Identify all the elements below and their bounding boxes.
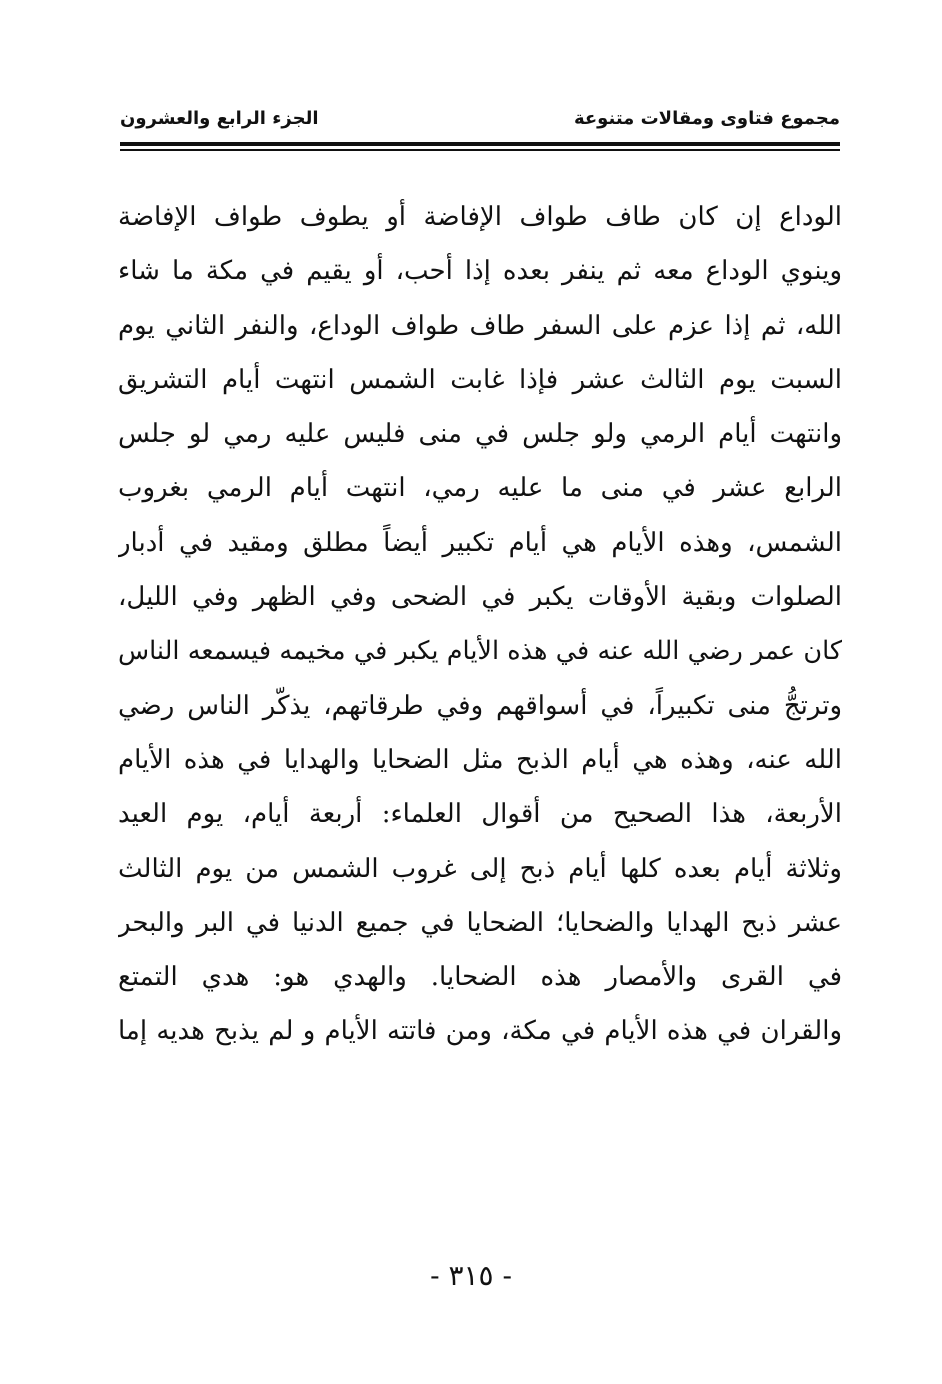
body-text <box>118 190 842 1059</box>
text-line: وينوي الوداع معه ثم ينفر بعده إذا أحب، أو يقيم في مكة ما شاء <box>118 256 842 287</box>
text-line: الوداع إن كان طاف طواف الإفاضة أو يطوف طواف الإفاضة <box>118 202 842 232</box>
text-line: الأربعة، هذا الصحيح من أقوال العلماء: أربعة أيام، يوم العيد <box>118 799 842 830</box>
text-line: الله عنه، وهذه هي أيام الذبح مثل الضحايا والهدايا في هذه الأيام <box>118 744 842 775</box>
volume-label: الجزء الرابع والعشرون <box>120 108 319 129</box>
header-rule-thin <box>120 149 840 151</box>
text-line: السبت يوم الثالث عشر فإذا غابت الشمس انتهت أيام التشريق <box>118 364 842 395</box>
text-line: وانتهت أيام الرمي ولو جلس في منى فليس عليه رمي لو جلس <box>118 419 842 450</box>
text-line: والقران في هذه الأيام في مكة، ومن فاتته الأيام و لم يذبح هديه إما <box>118 1016 842 1047</box>
text-line: الله، ثم إذا عزم على السفر طاف طواف الوداع، والنفر الثاني يوم <box>118 310 842 341</box>
running-header <box>120 104 840 140</box>
text-line: في القرى والأمصار هذه الضحايا. والهدي هو: هدي التمتع <box>118 962 842 993</box>
text-line: عشر ذبح الهدايا والضحايا؛ الضحايا في جميع الدنيا في البر والبحر <box>118 907 842 938</box>
page-number: - ٣١٥ - <box>430 1259 512 1292</box>
header-rule-thick <box>120 142 840 146</box>
text-line: الشمس، وهذه الأيام هي أيام تكبير أيضاً مطلق ومقيد في أدبار <box>118 527 842 558</box>
text-line: كان عمر رضي الله عنه في هذه الأيام يكبر في مخيمه فيسمعه الناس <box>118 636 842 667</box>
text-line: وترتجُّ منى تكبيراً، في أسواقهم وفي طرقاتهم، يذكّر الناس رضي <box>118 690 842 721</box>
text-line: الصلوات وبقية الأوقات يكبر في الضحى وفي الظهر وفي الليل، <box>118 582 842 613</box>
book-title: مجموع فتاوى ومقالات متنوعة <box>573 108 840 129</box>
text-line: وثلاثة أيام بعده كلها أيام ذبح إلى غروب الشمس من يوم الثالث <box>118 853 842 884</box>
text-line: الرابع عشر في منى ما عليه رمي، انتهت أيام الرمي بغروب <box>118 473 842 504</box>
